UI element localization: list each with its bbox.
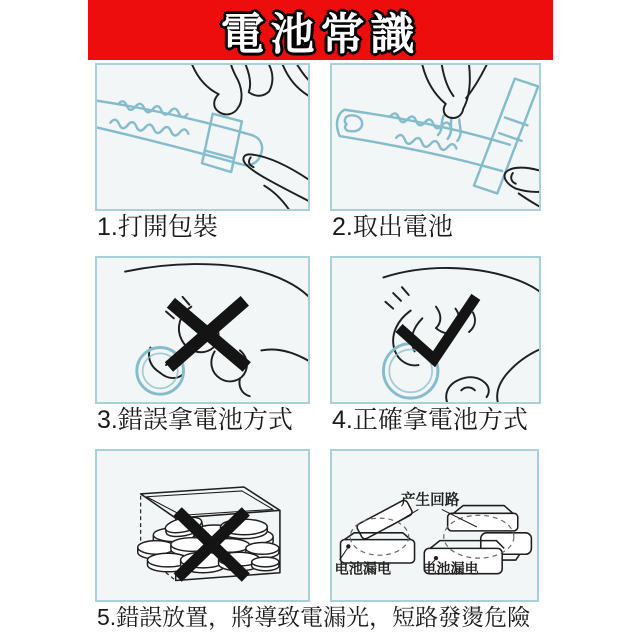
wrong-storage-illustration — [97, 451, 308, 600]
remove-battery-illustration — [332, 65, 539, 209]
page-title: 電池常識 — [220, 10, 421, 59]
step4-caption: 4.正確拿電池方式 — [332, 406, 528, 434]
blister-pack-icon — [97, 100, 262, 172]
panel-remove-battery — [330, 63, 541, 211]
step1-caption: 1.打開包裝 — [97, 213, 218, 241]
step2-caption: 2.取出電池 — [332, 213, 453, 241]
leak-label-left: 电池漏电 — [334, 560, 392, 577]
wrong-hold-illustration — [97, 258, 308, 402]
leak-label-center: 电池漏电 — [422, 560, 479, 577]
hands-icon — [192, 65, 308, 209]
panel-correct-hold — [330, 256, 541, 404]
circuit-loop-label: 产生回路 — [400, 492, 460, 509]
correct-hold-illustration — [332, 258, 539, 402]
step5-caption: 5.錯誤放置，將導致電漏光，短路發燙危險 — [97, 604, 531, 630]
panel-wrong-storage — [95, 449, 310, 602]
circuit-diagram-illustration — [332, 451, 537, 600]
open-package-illustration — [97, 65, 308, 209]
panel-wrong-hold — [95, 256, 310, 404]
panel-open-package — [95, 63, 310, 211]
panel-circuit-diagram — [330, 449, 539, 602]
title-banner — [88, 0, 553, 60]
step3-caption: 3.錯誤拿電池方式 — [97, 406, 293, 434]
x-mark-icon — [169, 301, 247, 367]
